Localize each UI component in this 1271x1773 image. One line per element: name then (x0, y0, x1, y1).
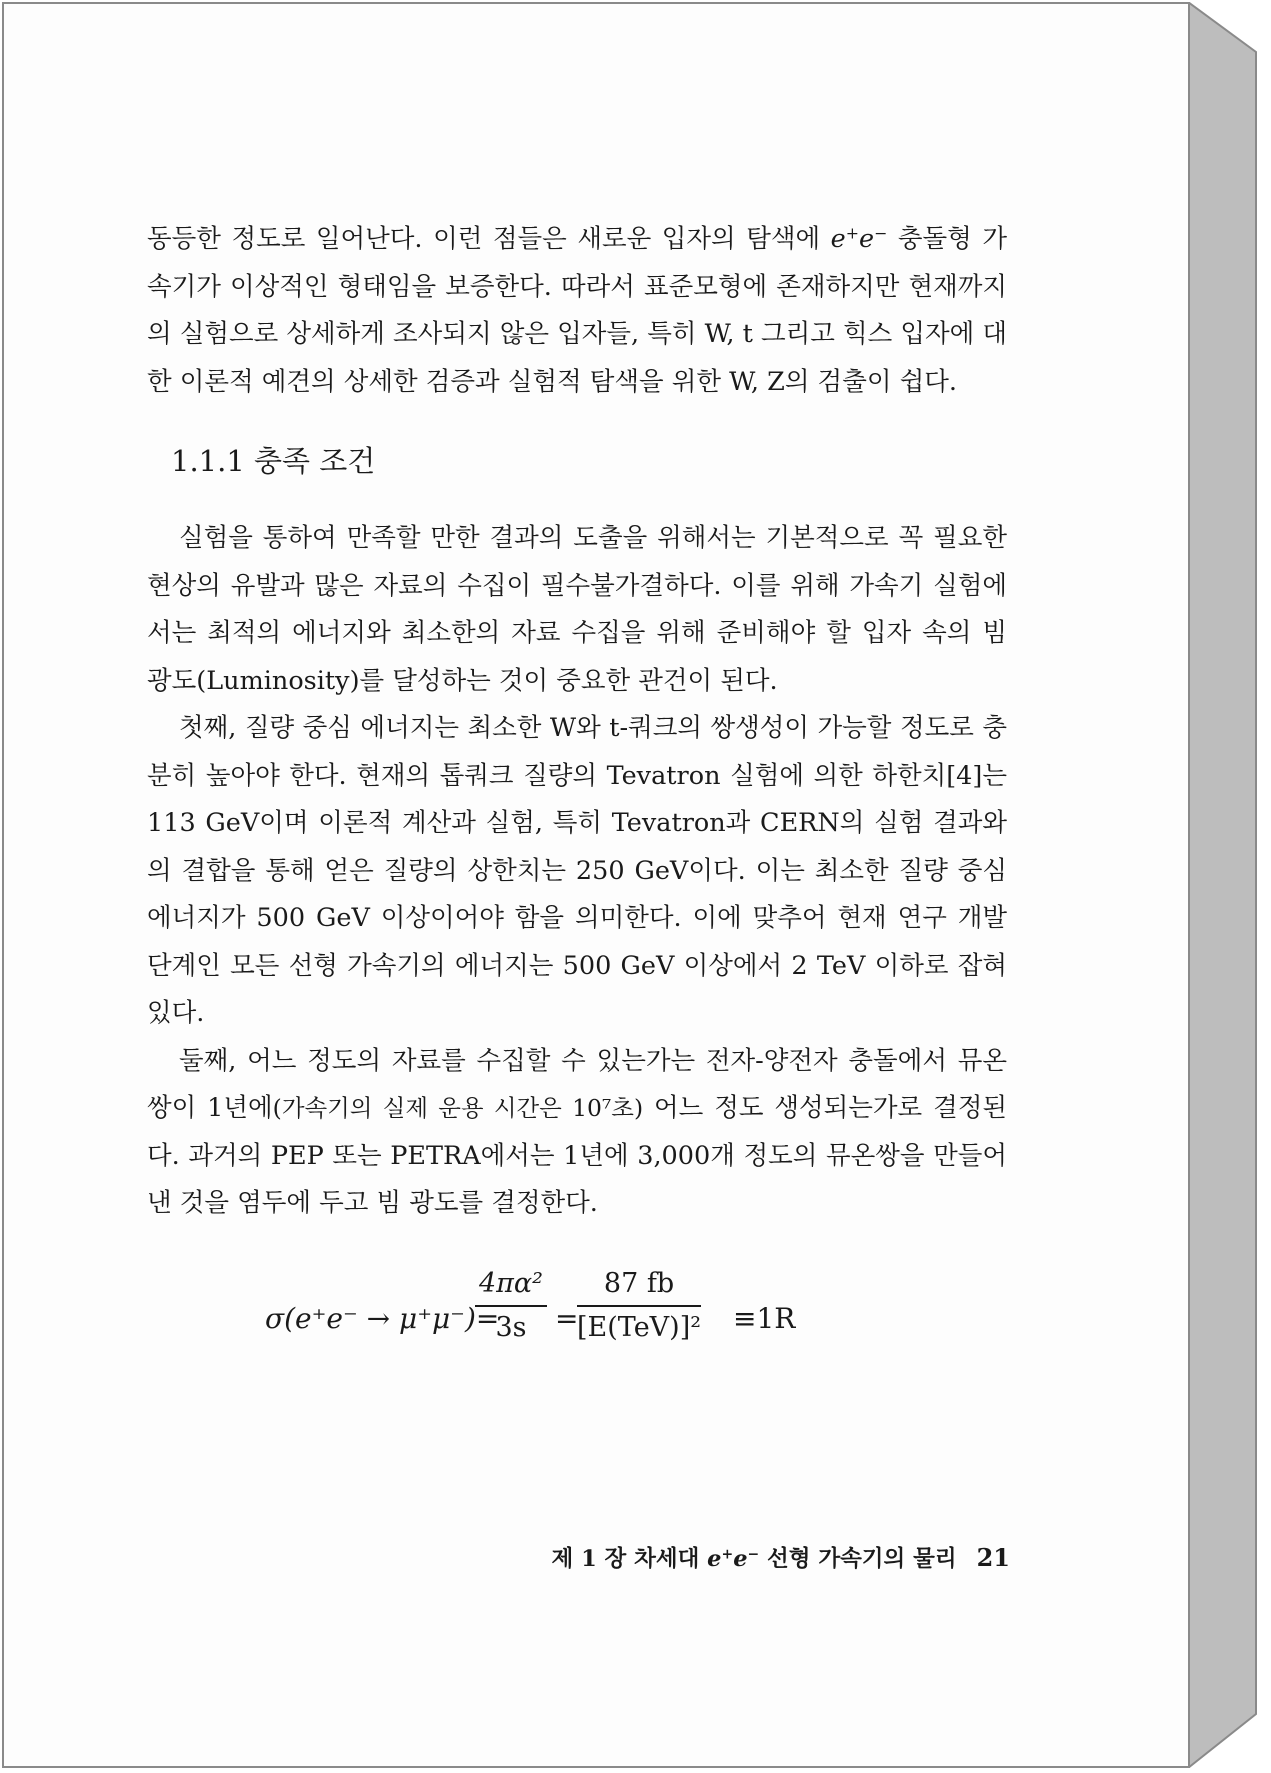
paragraph-2: 실험을 통하여 만족할 만한 결과의 도출을 위해서는 기본적으로 꼭 필요한 현상의 유발과 많은 자료의 수집이 필수불가결하다. 이를 위해 가속기 실험에서는 최적의 에너지와 최소한의 자료 수집을 위해 준비해야 할 입자 속의 빔 광도(Luminosity)를 달성하는 것이 중요한 관건이 된다. (147, 523, 1007, 696)
formula-lhs: σ(e⁺e⁻ → μ⁺μ⁻)= (265, 1301, 500, 1335)
section-heading (171, 441, 1007, 481)
book-spine (1188, 2, 1268, 1768)
formula-fraction-2 (577, 1266, 701, 1346)
paragraph-3: 첫째, 질량 중심 에너지는 최소한 W와 t-쿼크의 쌍생성이 가능할 정도로 충분히 높아야 한다. 현재의 톱쿼크 질량의 Tevatron 실험에 의한 하한치[4]는 113 GeV이며 이론적 계산과 실험, 특히 Tevatron과 CERN의 실험 결과와의 결합을 통해 얻은 질량의 상한치는 250 GeV이다. 이는 최소한 질량 중심 에너지가 500 GeV 이상이어야 함을 의미한다. 이에 맞추어 현재 연구 개발 단계인 모든 선형 가속기의 에너지는 500 GeV 이상에서 2 TeV 이하로 잡혀 있다. (147, 713, 1007, 1028)
formula-rhs: ≡1R (733, 1301, 796, 1335)
section-title: 충족 조건 (254, 444, 376, 478)
book-page (2, 2, 1190, 1768)
page-content (147, 216, 1007, 1374)
formula-fraction-1 (475, 1266, 547, 1346)
fraction-2-numerator: 87 fb (577, 1266, 701, 1307)
section-number: 1.1.1 (171, 444, 245, 478)
fraction-1-denominator: 3s (495, 1311, 527, 1343)
footer-symbol: e+e− (707, 1546, 760, 1572)
cross-section-formula (147, 1264, 1007, 1374)
operation-time-note: (가속기의 실제 운용 시간은 10⁷초) (272, 1094, 644, 1122)
formula-equals: = (555, 1301, 579, 1335)
fraction-2-denominator: [E(TeV)]² (577, 1311, 702, 1343)
paragraph-1: 동등한 정도로 일어난다. 이런 점들은 새로운 입자의 탐색에 e+e− 충돌형 가속기가 이상적인 형태임을 보증한다. 따라서 표준모형에 존재하지만 현재까지의 실험으로 상세하게 조사되지 않은 입자들, 특히 W, t 그리고 힉스 입자에 대한 이론적 예견의 상세한 검증과 실험적 탐색을 위한 W, Z의 검출이 쉽다. (147, 223, 1007, 397)
positron-electron-symbol: e+e− (830, 223, 888, 254)
page-number: 21 (976, 1543, 1010, 1572)
paragraph-4: 둘째, 어느 정도의 자료를 수집할 수 있는가는 전자-양전자 충돌에서 뮤온쌍이 1년에(가속기의 실제 운용 시간은 10⁷초) 어느 정도 생성되는가로 결정된다. 과거의 PEP 또는 PETRA에서는 1년에 3,000개 정도의 뮤온쌍을 만들어낸 것을 염두에 두고 빔 광도를 결정한다. (147, 1045, 1007, 1218)
fraction-1-numerator: 4πα² (475, 1266, 547, 1307)
page-footer: 제 1 장 차세대 e+e− 선형 가속기의 물리 21 (551, 1543, 1010, 1572)
